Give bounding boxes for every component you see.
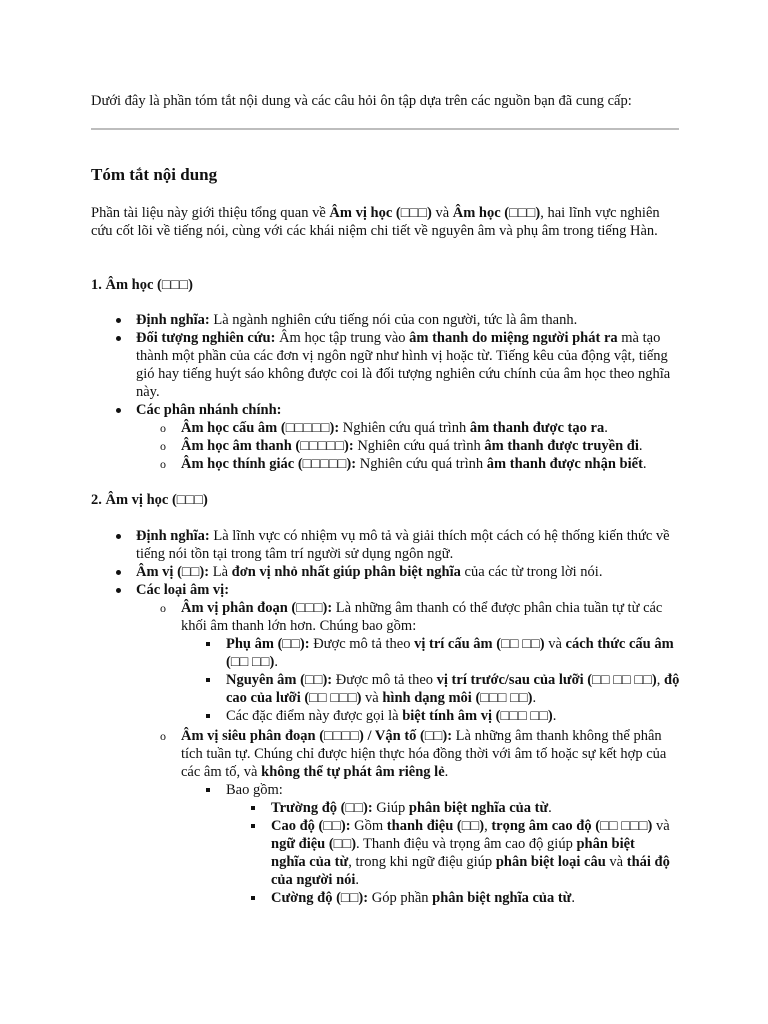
summary-paragraph (91, 204, 681, 240)
s1-branch-3 (181, 455, 701, 473)
label: Các loại âm vị: (136, 582, 230, 598)
bullet-disc (116, 336, 121, 341)
text: , (656, 672, 665, 688)
bold: thanh điệu (□□) (386, 818, 485, 834)
text: và (652, 818, 670, 834)
horizontal-rule (91, 128, 679, 130)
text: . (552, 708, 557, 724)
text: của các từ trong lời nói. (460, 564, 603, 580)
text: và (361, 690, 383, 706)
s2-definition (136, 527, 681, 563)
bullet-circle: o (160, 439, 166, 453)
bullet-disc (116, 570, 121, 575)
bullet-disc (116, 408, 121, 413)
s2-consonant (226, 635, 681, 671)
bullet-circle: o (160, 601, 166, 615)
text: Là ngành nghiên cứu tiếng nói của con người, tức là âm thanh. (209, 312, 578, 328)
para-text: , hai lĩnh vực nghiên cứu cốt lõi về tiếng nói, cùng với các khái niệm chi tiết về nguyên âm và phụ âm trong tiếng Hàn. (91, 205, 660, 239)
label: Đối tượng nghiên cứu: (136, 330, 276, 346)
s1-branch-2 (181, 437, 701, 455)
text: . (532, 690, 537, 706)
s2-phoneme (136, 563, 696, 581)
para-bold-term: Âm vị học (□□□) (329, 205, 432, 221)
text: . (638, 438, 643, 454)
label: Định nghĩa: (136, 312, 210, 328)
bold: biệt tính âm vị (□□□ □□) (402, 708, 553, 724)
bullet-square (251, 896, 255, 900)
bullet-circle: o (160, 457, 166, 471)
bold: không thể tự phát âm riêng lẻ (261, 764, 445, 780)
bold: âm thanh được truyền đi (484, 438, 639, 454)
intro-text: Dưới đây là phần tóm tắt nội dung và các câu hỏi ôn tập dựa trên các nguồn bạn đã cung cấp: (91, 93, 632, 109)
bullet-square (206, 642, 210, 646)
bullet-circle: o (160, 729, 166, 743)
s2-suprasegmental (181, 727, 681, 781)
label: Âm học âm thanh (□□□□□): (181, 438, 354, 454)
label: Cường độ (□□): (271, 890, 369, 906)
text: Giúp (372, 800, 409, 816)
para-text: Phần tài liệu này giới thiệu tổng quan về (91, 205, 330, 221)
text: và (605, 854, 627, 870)
text: Được mô tả theo (332, 672, 437, 688)
bold: đơn vị nhỏ nhất giúp phân biệt nghĩa (231, 564, 461, 580)
text: . (604, 420, 608, 436)
label: Âm vị phân đoạn (□□□): (181, 600, 333, 616)
label: Âm vị siêu phân đoạn (□□□□) / Vận tố (□□): (181, 728, 453, 744)
label: Phụ âm (□□): (226, 636, 310, 652)
bold: phân biệt nghĩa của từ (271, 836, 635, 870)
text: . (571, 890, 576, 906)
text: Được mô tả theo (309, 636, 415, 652)
text: Âm học tập trung vào (275, 330, 410, 346)
bold: trọng âm cao độ (□□ □□□) (491, 818, 653, 834)
text: Góp phần (368, 890, 433, 906)
s2-features (226, 707, 686, 725)
section-heading: Tóm tắt nội dung (91, 165, 218, 184)
text: và (544, 636, 566, 652)
text: Nghiên cứu quá trình (353, 438, 485, 454)
text: . (355, 872, 360, 888)
text: Nghiên cứu quá trình (339, 420, 470, 436)
para-text: và (431, 205, 453, 221)
s1-branches (136, 401, 696, 419)
text: Là những âm thanh không thể phân tích tuần tự. Chúng chỉ được hiện thực hóa đồng thời với âm tố hoặc sự kết hợp của các âm tố, và (181, 728, 667, 780)
label: Trường độ (□□): (271, 800, 373, 816)
bullet-disc (116, 588, 121, 593)
text: Nghiên cứu quá trình (356, 456, 487, 472)
bullet-square (206, 678, 210, 682)
label: Âm học thính giác (□□□□□): (181, 456, 357, 472)
s2-length (271, 799, 681, 817)
bold: âm thanh được tạo ra (469, 420, 605, 436)
label: Âm học cấu âm (□□□□□): (181, 420, 340, 436)
bold: vị trí cấu âm (□□ □□) (414, 636, 545, 652)
label: Định nghĩa: (136, 528, 210, 544)
bold: vị trí trước/sau của lưỡi (□□ □□ □□) (436, 672, 657, 688)
bullet-circle: o (160, 421, 166, 435)
section-2-title: 2. Âm vị học (□□□) (91, 492, 208, 508)
bullet-square (251, 806, 255, 810)
text: , trong khi ngữ điệu giúp (348, 854, 496, 870)
text: . Thanh điệu và trọng âm cao độ giúp (356, 836, 577, 852)
section-1-title: 1. Âm học (□□□) (91, 277, 193, 293)
label: Cao độ (□□): (271, 818, 351, 834)
s2-vowel (226, 671, 686, 707)
text: Là (209, 564, 232, 580)
text: mà tạo thành một phần của các đơn vị ngôn ngữ như hình vị hoặc từ. Tiếng kêu của động vật, tiếng gió hay tiếng huýt sáo không được coi là đối tượng nghiên cứu chính của âm học theo nghĩa này. (136, 330, 671, 400)
s1-object (136, 329, 684, 401)
s2-segmental (181, 599, 671, 635)
bold: phân biệt loại câu (495, 854, 606, 870)
s2-pitch (271, 817, 671, 889)
bold: độ cao của lưỡi (□□ □□□) (226, 672, 680, 706)
label: Các phân nhánh chính: (136, 402, 282, 418)
bold: âm thanh được nhận biết (486, 456, 643, 472)
s2-types (136, 581, 696, 599)
bold: thái độ của người nói (271, 854, 670, 888)
bold: hình dạng môi (□□□ □□) (382, 690, 533, 706)
bullet-disc (116, 318, 121, 323)
label: Âm vị (□□): (136, 564, 210, 580)
text: Các đặc điểm này được gọi là (226, 708, 403, 724)
bold: phân biệt nghĩa của từ (432, 890, 572, 906)
bullet-square (251, 824, 255, 828)
text: . (274, 654, 278, 670)
bold: âm thanh do miệng người phát ra (409, 330, 618, 346)
text: Là những âm thanh có thể được phân chia tuần tự từ các khối âm thanh lớn hơn. Chúng bao gồm: (181, 600, 663, 634)
text: . (548, 800, 552, 816)
s2-include: Bao gồm: (226, 782, 283, 798)
bullet-square (206, 788, 210, 792)
s1-definition (136, 311, 696, 329)
s1-branch-1 (181, 419, 701, 437)
text: . (444, 764, 449, 780)
bold: ngữ điệu (□□) (271, 836, 357, 852)
text: Là lĩnh vực có nhiệm vụ mô tả và giải thích một cách có hệ thống kiến thức về tiếng nói tồn tại trong tâm trí người sử dụng ngôn ngữ. (136, 528, 670, 562)
text: , (484, 818, 492, 834)
label: Nguyên âm (□□): (226, 672, 333, 688)
bullet-disc (116, 534, 121, 539)
text: . (642, 456, 647, 472)
bold: cách thức cấu âm (□□ □□) (226, 636, 674, 670)
para-bold-term: Âm học (□□□) (452, 205, 541, 221)
bold: phân biệt nghĩa của từ (408, 800, 549, 816)
text: Gồm (350, 818, 387, 834)
s2-stress (271, 889, 681, 907)
bullet-square (206, 714, 210, 718)
